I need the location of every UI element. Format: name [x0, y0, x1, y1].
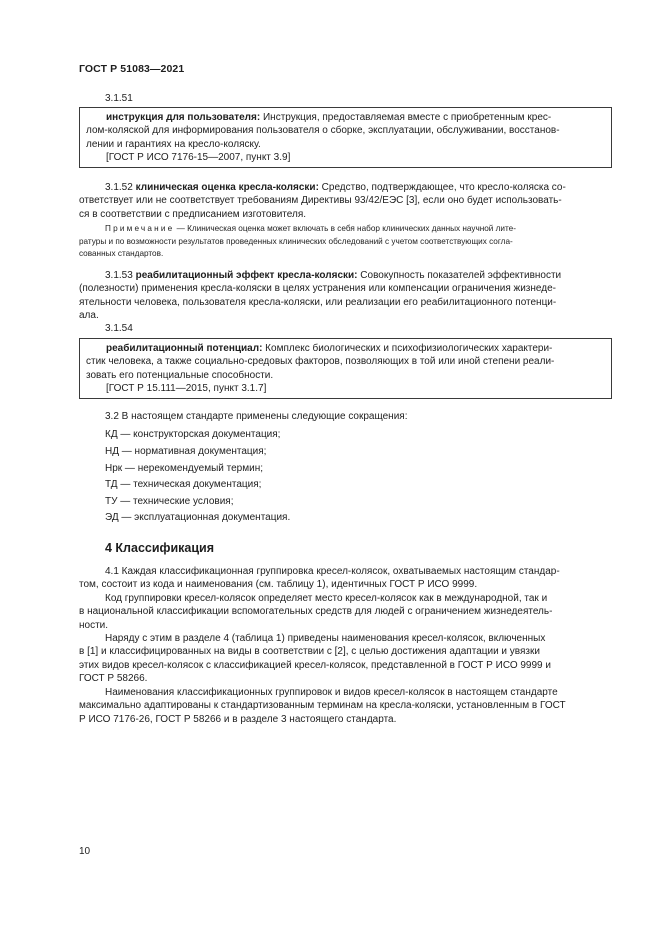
section-title: 4 Классификация — [105, 541, 215, 555]
paragraph-4-1: 4.1 Каждая классификационная группировка кресел-колясок, охватываемых настоящим стандар- том, состоит из кода и наименования (см. таблицу 1), идентичных ГОСТ Р ИСО 9999. — [79, 566, 560, 591]
term-title: реабилитационный эффект кресла-коляски: — [135, 270, 358, 281]
abbreviation-item: КД — конструкторская документация; — [105, 429, 281, 440]
term-3-1-53: 3.1.53 реабилитационный эффект кресла-коляски: Совокупность показателей эффективности (полезности) применения кресла-коляски в целях устранения или компенсации ограничения жизнеде- ятельности человека, пользователя кресла-коляски, или реализации его реабилитационного потенци- ала. — [79, 270, 562, 321]
term-title: инструкция для пользователя: — [106, 112, 261, 123]
term-title: реабилитационный потенциал: — [106, 343, 263, 354]
abbreviation-item: НД — нормативная документация; — [105, 446, 267, 457]
document-header: ГОСТ Р 51083—2021 — [79, 63, 185, 75]
abbreviation-item: ТД — техническая документация; — [105, 479, 262, 490]
paragraph: Наименования классификационных группировок и видов кресел-колясок в настоящем стандарте максимально адаптированы к стандартизованным терминам на кресла-коляски, установленным в ГОСТ Р ИСО 7176-26, ГОСТ Р 58266 и в разделе 3 настоящего стандарта. — [79, 687, 566, 725]
term-definition-line: лении и гарантиях на кресло-коляску. — [86, 138, 261, 150]
term-definition: Комплекс биологических и психофизиологических характери- — [262, 343, 553, 354]
term-3-1-52: 3.1.52 клиническая оценка кресла-коляски: Средство, подтверждающее, что кресло-коляска со- ответствует или не соответствует требованиям Директивы 93/42/ЕЭС [3], если оно будет использовать- ся в соответствии с предписанием изготовителя. — [79, 182, 566, 220]
abbreviation-item: ЭД — эксплуатационная документация. — [105, 512, 291, 523]
term-reference: [ГОСТ Р 15.111—2015, пункт 3.1.7] — [106, 382, 267, 394]
term-number-3-1-51: 3.1.51 — [105, 93, 133, 104]
term-reference: [ГОСТ Р ИСО 7176-15—2007, пункт 3.9] — [106, 151, 291, 163]
term-definition-line: лом-коляской для информирования пользователя о сборке, эксплуатации, обслуживании, восстанов- — [86, 125, 560, 137]
term-definition-line: зовать его потенциальные способности. — [86, 369, 274, 381]
term-number-3-1-54: 3.1.54 — [105, 323, 133, 334]
page-number: 10 — [79, 846, 91, 857]
abbreviations-intro: 3.2 В настоящем стандарте применены следующие сокращения: — [105, 411, 408, 422]
note: Примечание — Клиническая оценка может включать в себя набор клинических данных научной лите- ратуры и по возможности результатов проведенных клинических обследований с учетом соответствующих согла- сованных стандартов. — [79, 224, 516, 258]
term-definition-line: стик человека, а также социально-средовых факторов, позволяющих в той или иной степени реали- — [86, 356, 555, 368]
term-box-3-1-51 — [79, 107, 612, 168]
note-label: Примечание — [105, 224, 175, 233]
paragraph: Код группировки кресел-колясок определяет место кресел-колясок как в международной, так и в национальной классификации вспомогательных средств для людей с ограничением жизнедеятель- ности. — [79, 593, 553, 631]
term-box-3-1-54 — [79, 338, 612, 399]
abbreviation-item: Нрк — нерекомендуемый термин; — [105, 463, 263, 474]
paragraph: Наряду с этим в разделе 4 (таблица 1) приведены наименования кресел-колясок, включенных в [1] и классифицированных на виды в соответствии с [2], с целью достижения адаптации и увязки этих видов кресел-колясок с классификацией кресел-колясок, представленной в ГОСТ Р ИСО 9999 и ГОСТ Р 58266. — [79, 633, 551, 684]
term-definition: Инструкция, предоставляемая вместе с приобретенным крес- — [260, 112, 552, 123]
abbreviation-item: ТУ — технические условия; — [105, 496, 234, 507]
term-title: клиническая оценка кресла-коляски: — [135, 182, 319, 193]
